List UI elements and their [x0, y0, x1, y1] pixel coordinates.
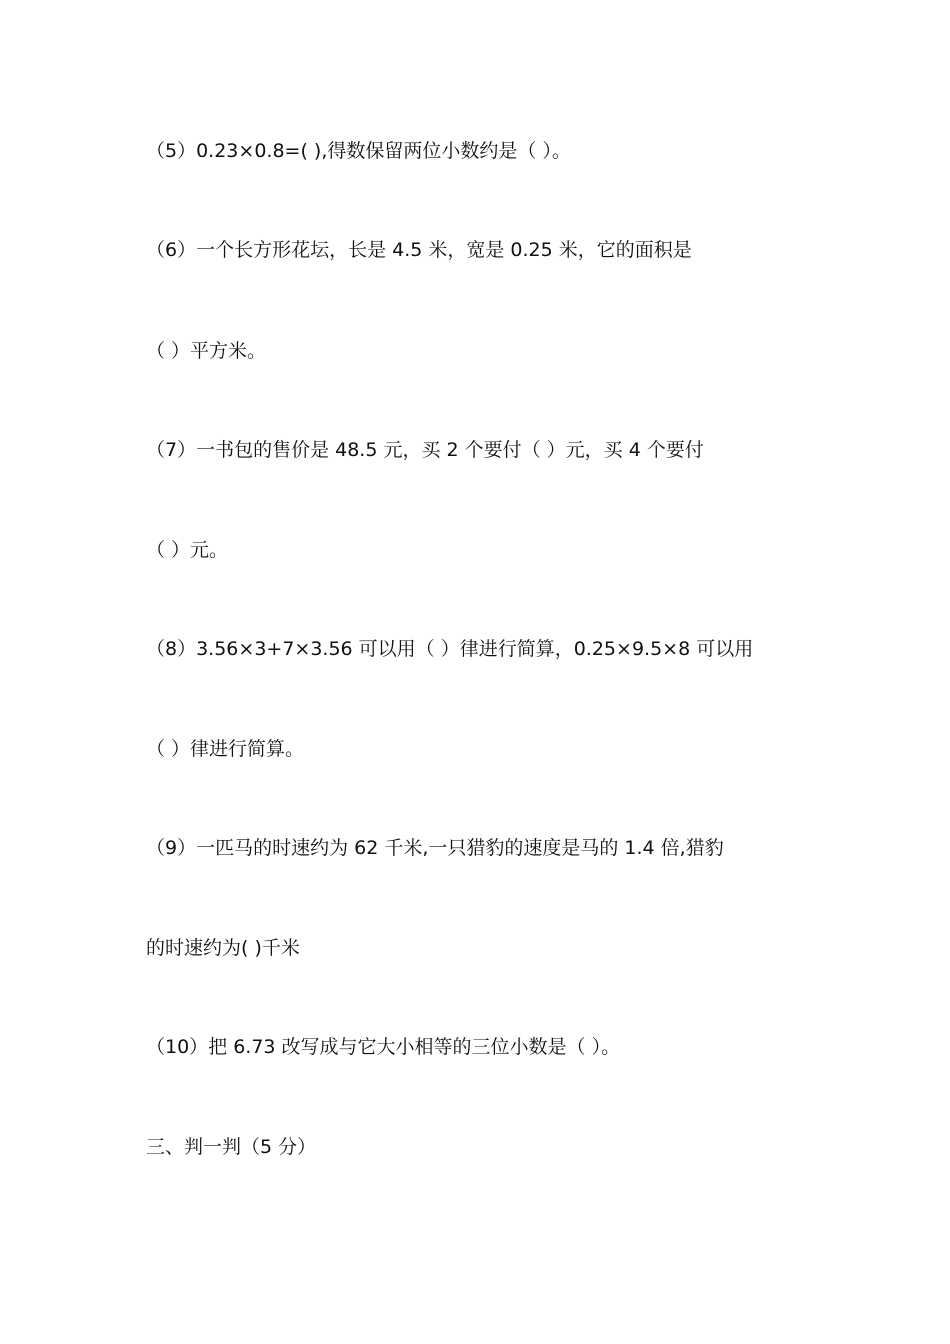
- question-6-line-1: （6）一个长方形花坛，长是 4.5 米，宽是 0.25 米，它的面积是: [146, 239, 692, 261]
- question-7-line-1: （7）一书包的售价是 48.5 元，买 2 个要付（ ）元，买 4 个要付: [146, 439, 704, 461]
- question-7-line-2: （ ）元。: [146, 539, 229, 561]
- question-6-line-2: （ ）平方米。: [146, 340, 267, 362]
- question-8-line-2: （ ）律进行简算。: [146, 738, 305, 760]
- section-heading-3: 三、判一判（5 分）: [146, 1136, 317, 1158]
- question-10: （10）把 6.73 改写成与它大小相等的三位小数是（ ）。: [146, 1036, 621, 1058]
- question-5: （5）0.23×0.8=( ),得数保留两位小数约是（ ）。: [146, 140, 571, 162]
- question-8-line-1: （8）3.56×3+7×3.56 可以用（ ）律进行简算，0.25×9.5×8 可以用: [146, 638, 754, 660]
- question-9-line-1: （9）一匹马的时速约为 62 千米,一只猎豹的速度是马的 1.4 倍,猎豹: [146, 837, 724, 859]
- question-9-line-2: 的时速约为( )千米: [146, 937, 300, 959]
